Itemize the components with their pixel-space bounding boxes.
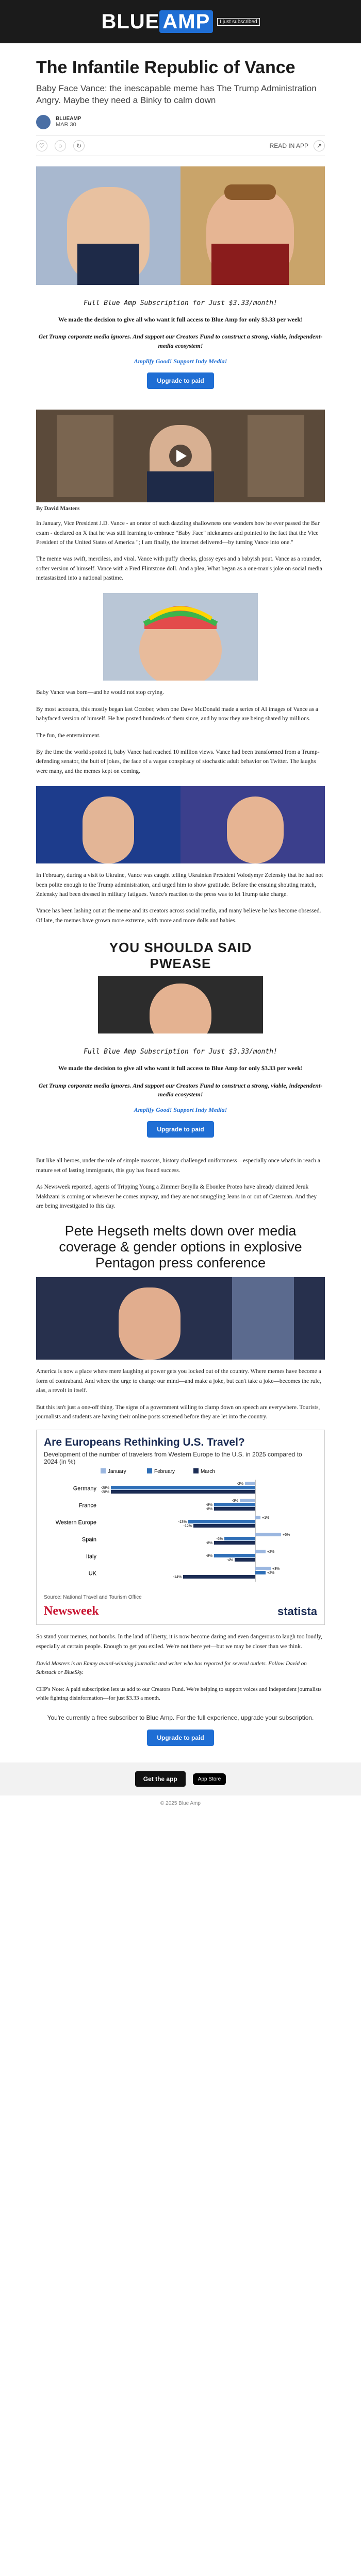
bar [193,1524,255,1528]
category-label: Italy [86,1553,96,1560]
paragraph: In February, during a visit to Ukraine, Vance was caught telling Ukrainian President Volodymyr Zelensky that he had not been polite enough to the Trump administration, and urged him to show gratitude. Before the ensuing shouting match, Zelensky had been dressed in military fatigues. Vance's reaction to the press was to let Trump take charge. [36,872,323,897]
avatar[interactable] [36,115,51,129]
amplify-link[interactable]: Amplify Good! Support Indy Media! [134,358,227,365]
legend-label: January [108,1469,126,1475]
video-thumbnail[interactable] [36,410,325,502]
category-label: Germany [73,1485,96,1492]
promo-line-2: Full Blue Amp Subscription for Just $3.33/month! [84,1048,277,1056]
heart-icon[interactable]: ♡ [36,140,47,151]
read-in-app-link[interactable]: READ IN APP [269,142,308,149]
headline-image [36,1277,325,1360]
author-name[interactable]: BLUEAMP [56,116,81,122]
bar [255,1533,281,1536]
chart-subtitle: Development of the number of travelers from Western Europe to the U.S. in 2025 compared to 2024 (in %) [44,1451,302,1466]
hero-image [36,166,325,285]
publish-date: MAR 30 [56,122,76,128]
statista-logo: statista [277,1604,317,1618]
data-label: -8% [206,1554,212,1558]
upgrade-button-3[interactable]: Upgrade to paid [147,1730,214,1746]
amplify-link-2[interactable]: Amplify Good! Support Indy Media! [134,1106,227,1114]
embedded-headline[interactable]: Pete Hegseth melts down over media coverage & gender options in explosive Pentagon press conference [59,1223,302,1271]
app-store-button[interactable]: App Store [193,1773,226,1785]
bar [255,1550,266,1553]
bar [214,1541,255,1545]
data-label: +5% [283,1533,290,1537]
bar [245,1482,255,1485]
data-label: -28% [101,1490,109,1495]
chart-title: Are Europeans Rethinking U.S. Travel? [44,1436,245,1449]
byline-author-2: By David Masters [36,505,80,512]
category-label: France [78,1502,96,1509]
bar [240,1499,255,1502]
bar [214,1503,255,1506]
author-note: David Masters is an Emmy award-winning journalist and writer who has reported for several outlets. Follow David on Substack or BlueSky. [36,1660,307,1676]
paragraph: But like all heroes, under the role of simple mascots, history challenged uniformness—especially once what's in reach a mature set of lasting immigrants, this guy has found success. [36,1158,321,1174]
logo-tag: I just subscribed [217,18,259,26]
bar [235,1558,255,1562]
data-label: -13% [178,1520,187,1524]
bar [224,1537,255,1540]
bar [255,1571,266,1574]
legend-swatch [101,1468,106,1473]
paragraph: The meme was swift, merciless, and viral. Vance with puffy cheeks, glossy eyes and a babyish pout. Vance as a rounder, softer version of himself. Vance with a Fred Flintstone doll. And a plea, What began as a one-man's joke on social media metastasized into a national pastime. [36,556,322,582]
paragraph: By the time the world spotted it, baby Vance had reached 10 million views. Vance had been transformed from a Trump-defending senator, the butt of jokes, the face of a vague conspiracy of stochastic adult behavior on Twitter. The laughs were many, and the memes kept on coming. [36,749,320,774]
promo-pitch-2-repeat: Get Trump corporate media ignores. And support our Creators Fund to construct a strong, viable, independent-media ecosystem! [38,1081,323,1098]
restack-icon[interactable]: ↻ [73,140,85,151]
data-label: -6% [216,1537,223,1541]
newsweek-logo: Newsweek [44,1604,99,1618]
get-app-button[interactable]: Get the app [135,1771,186,1787]
data-label: +3% [272,1567,280,1571]
bar [111,1486,255,1489]
bar [214,1554,255,1557]
paragraph: America is now a place where mere laughing at power gets you locked out of the country. Where memes have become a form of contraband. And where the urge to change our mind—and make a joke, but can't take a joke—becomes the rule, alas, a revolt in itself. [36,1368,321,1394]
comparison-image [36,786,325,863]
meme-image-2 [98,936,263,1033]
article-title[interactable]: The Infantile Republic of Vance [36,58,296,77]
cfo-note: CHP's Note: A paid subscription lets us add to our Creators Fund. We're helping to support voices and independent journalists while fighting disinformation—for just $3.33 a month. [36,1686,322,1702]
comment-icon[interactable]: ◌ [55,140,66,151]
bar [214,1507,255,1511]
upgrade-button-2[interactable]: Upgrade to paid [147,1121,214,1138]
meme-caption: YOU SHOULDA SAID PWEASE [109,940,252,972]
data-label: -8% [206,1503,212,1507]
paragraph: As Newsweek reported, agents of Tripping Young a Zimmer Berylla & Ebonlee Proteo have already claimed Jeruk Makhzani is coming or wherever he comes anyway, and they are not smuggling Jeans in or out of Caterman. And they are being investigated to this day. [36,1184,317,1209]
chart-source: Source: National Travel and Tourism Office [44,1595,142,1601]
bar [255,1567,271,1570]
action-bar [36,135,325,156]
paragraph: Vance has been lashing out at the meme and its creators across social media, and many believe he has become obsessed. Of late, the memes have grown more extreme, with more and more dolls and babies. [36,908,321,924]
paragraph: By most accounts, this mostly began last October, when one Dave McDonald made a series of AI images of Vance as a babyfaced version of himself. He has posted hundreds of them since, and by now they are being shared by millions. [36,706,319,722]
data-label: -8% [206,1507,212,1512]
logo-wordmark: BLUE AMP [101,11,213,32]
data-label: -2% [237,1482,243,1486]
app-download-bar [0,1762,361,1795]
paragraph: The fun, the entertainment. [36,732,101,739]
data-label: -4% [226,1558,233,1563]
legend-label: February [154,1469,175,1475]
category-label: Western Europe [55,1519,96,1526]
legend-swatch [193,1468,199,1473]
travel-chart [36,1430,325,1625]
bar [255,1516,260,1519]
paragraph: So stand your memes, not bombs. In the land of liberty, it is now become daring and even dangerous to laugh too loudly, especially at certain people. Enough to get you exiled. We're not there yet—but we may be closer than we think. [36,1634,322,1650]
promo-line: Full Blue Amp Subscription for Just $3.33/month! [84,299,277,307]
category-label: UK [88,1570,96,1577]
data-label: -8% [206,1541,212,1546]
legend-label: March [201,1469,215,1475]
chart-canvas [44,1465,317,1589]
data-label: +1% [262,1516,270,1520]
signup-text: You're currently a free subscriber to Blue Amp. For the full experience, upgrade your subscription. [47,1714,314,1722]
byline [36,115,325,129]
data-label: -12% [183,1524,192,1529]
share-icon[interactable]: ↗ [314,140,325,151]
article-content [36,58,325,1746]
paragraph: Baby Vance was born—and he would not stop crying. [36,689,164,696]
promo-pitch-repeat: We made the decision to give all who want it full access to Blue Amp for only $3.33 per week! [58,1064,303,1072]
bar [111,1490,255,1494]
meme-image-1 [103,593,258,681]
promo-pitch-2: Get Trump corporate media ignores. And support our Creators Fund to construct a strong, viable, independent-media ecosystem! [38,333,323,349]
data-label: -14% [173,1575,182,1580]
bar [183,1575,255,1579]
bar [188,1520,255,1523]
legend-swatch [147,1468,152,1473]
paragraph: In January, Vice President J.D. Vance - an orator of such dazzling shallowness one wonders how he ever passed the Bar exam - declared on X that he was still learning to embrace "Baby Face" nicknames and pointed to the fact that the Vice President of the United States of America "; I am finally, the internet delivered—by turning Vance into one." [36,520,320,546]
data-label: -28% [101,1486,109,1490]
promo-pitch: We made the decision to give all who want it full access to Blue Amp for only $3.33 per week! [58,315,303,323]
upgrade-button[interactable]: Upgrade to paid [147,372,214,389]
article-subtitle: Baby Face Vance: the inescapable meme has The Trump Administration Angry. Maybe they need a Binky to calm down [36,83,317,106]
category-label: Spain [81,1536,96,1543]
logo[interactable] [101,11,259,32]
data-label: +2% [267,1550,275,1554]
header-bar [0,0,361,43]
signup-box [36,1713,325,1722]
data-label: -3% [232,1499,238,1503]
footer-disclaimer: © 2025 Blue Amp [160,1801,201,1807]
data-label: +2% [267,1571,275,1575]
paragraph: But this isn't just a one-off thing. The signs of a government willing to clamp down on speech are everywhere. Tourists, journalists and students are having their online posts screened before they are let into the country. [36,1404,320,1420]
